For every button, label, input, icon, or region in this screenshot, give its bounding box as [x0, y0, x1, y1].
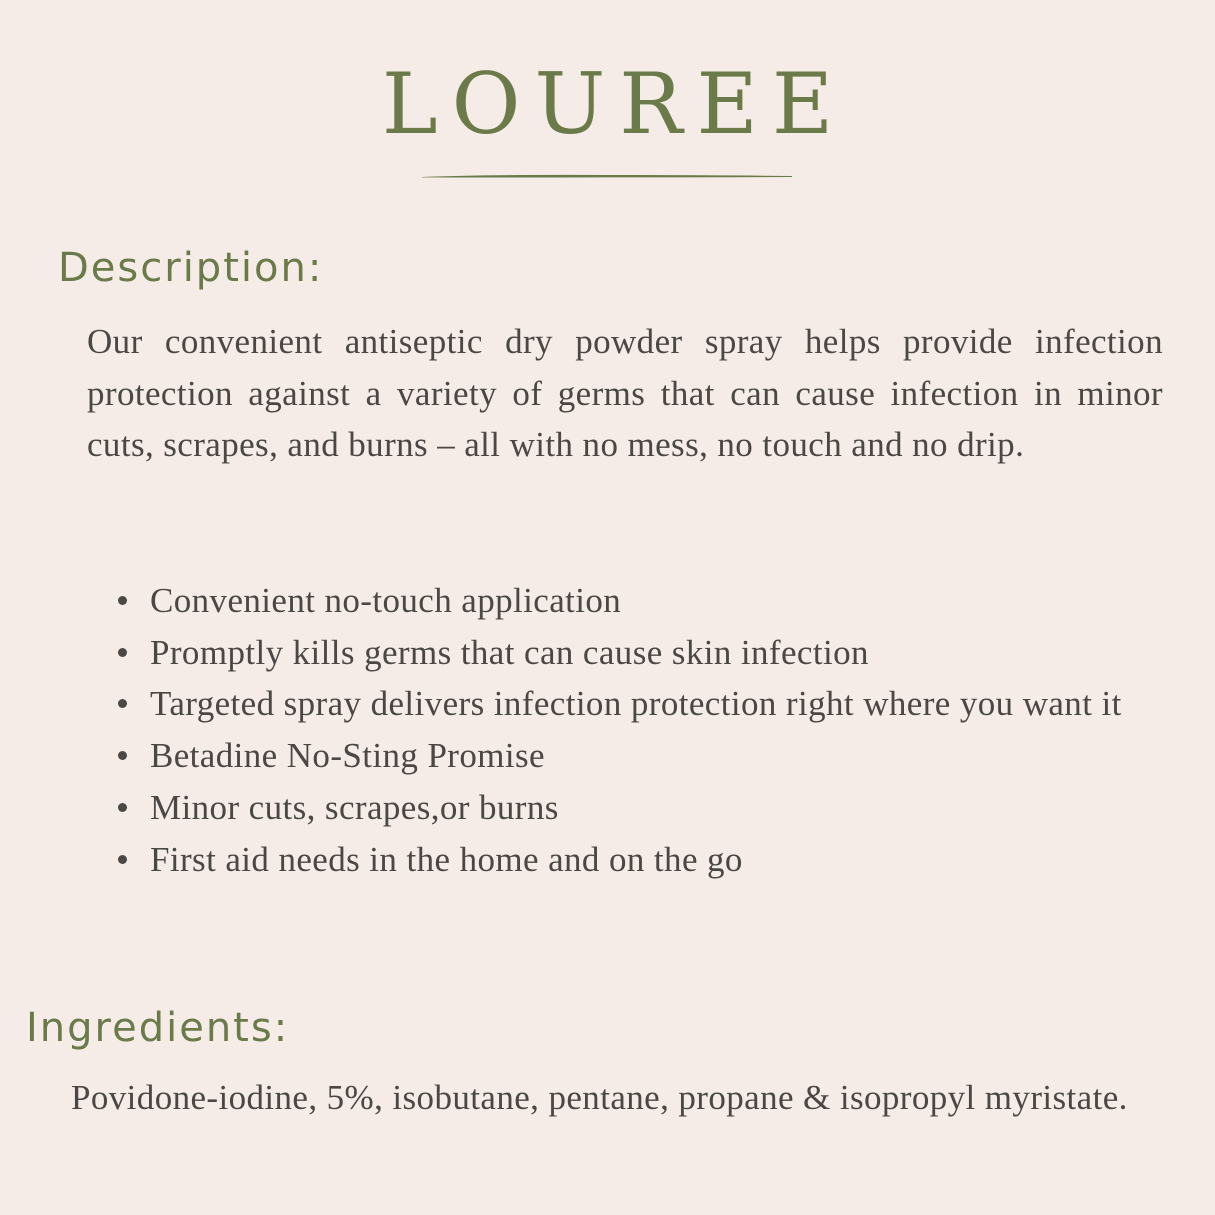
feature-item — [116, 627, 1163, 679]
feature-item — [116, 834, 1163, 886]
feature-label: Convenient no-touch application — [150, 581, 622, 620]
feature-label: First aid needs in the home and on the go — [150, 839, 743, 879]
feature-list — [116, 575, 1163, 885]
feature-item — [116, 575, 1163, 627]
feature-label: Promptly kills germs that can cause skin infection — [150, 632, 869, 672]
bullet-dot-icon — [118, 648, 127, 657]
bullet-dot-icon — [118, 699, 127, 708]
bullet-dot-icon — [118, 751, 127, 760]
feature-item — [116, 782, 1163, 834]
bullet-dot-icon — [118, 596, 127, 605]
feature-label: Betadine No-Sting Promise — [150, 736, 545, 776]
logo-underline — [422, 173, 792, 179]
description-text: Our convenient antiseptic dry powder spray helps provide infection protection against a variety of germs that can cause infection in minor cuts, scrapes, and burns – all with no mess, no touch and no drip. — [87, 322, 1163, 464]
feature-label: Minor cuts, scrapes,or burns — [150, 787, 559, 827]
description-heading: Description: — [58, 245, 324, 291]
feature-item — [116, 678, 1163, 730]
feature-item — [116, 730, 1163, 782]
feature-label: Targeted spray delivers infection protection right where you want it — [150, 684, 1122, 724]
bullet-dot-icon — [118, 855, 127, 864]
bullet-dot-icon — [118, 803, 127, 812]
ingredients-heading: Ingredients: — [26, 1005, 290, 1051]
ingredients-text: Povidone-iodine, 5%, isobutane, pentane, propane & isopropyl myristate. — [71, 1078, 1128, 1117]
brand-logo: LOUREE — [381, 55, 848, 153]
